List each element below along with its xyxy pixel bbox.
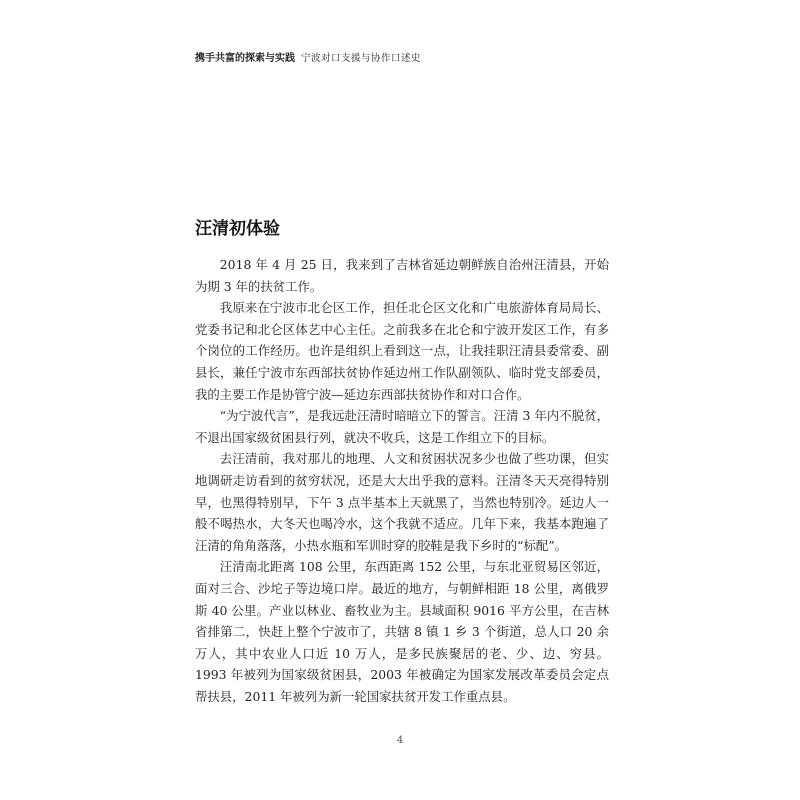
paragraph: 汪清南北距离 108 公里，东西距离 152 公里，与东北亚贸易区邻近，面对三合、沙坨子等边境口岸。最近的地方，与朝鲜相距 18 公里，离俄罗斯 40 公里。产业以林业、畜牧业为主。县域面积 9016 平方公里，在吉林省排第二，快赶上整个宁波市了，共辖 8 镇 1 乡 3 个街道，总人口 20 余万人，其中农业人口近 10 万人，是多民族聚居的老、少、边、穷县。1993 年被列为国家级贫困县，2003 年被确定为国家发展改革委员会定点帮扶县，2011 年被列为新一轮国家扶贫开发工作重点县。 <box>195 559 609 704</box>
section-title: 汪清初体验 <box>195 219 280 239</box>
paragraph: “为宁波代言”，是我远赴汪清时暗暗立下的誓言。汪清 3 年内不脱贫，不退出国家级贫困县行列，就决不收兵，这是工作组立下的目标。 <box>195 408 609 445</box>
paragraph: 我原来在宁波市北仑区工作，担任北仑区文化和广电旅游体育局局长、党委书记和北仑区体艺中心主任。之前我多在北仑和宁波开发区工作，有多个岗位的工作经历。也许是组织上看到这一点，让我挂职汪清县委常委、副县长，兼任宁波市东西部扶贫协作延边州工作队副领队、临时党支部委员，我的主要工作是协管宁波—延边东西部扶贫协作和对口合作。 <box>195 300 609 402</box>
page-number: 4 <box>396 735 404 746</box>
paragraph: 2018 年 4 月 25 日，我来到了吉林省延边朝鲜族自治州汪清县，开始为期 3 年的扶贫工作。 <box>195 257 609 294</box>
book-title: 携手共富的探索与实践 <box>195 53 295 64</box>
chapter-title: 宁波对口支援与协作口述史 <box>301 53 422 64</box>
paragraph: 去汪清前，我对那儿的地理、人文和贫困状况多少也做了些功课，但实地调研走访看到的贫穷状况，还是大大出乎我的意料。汪清冬天天亮得特别早，也黑得特别早，下午 3 点半基本上天就黑了，当然也特别冷。延边人一般不喝热水，大冬天也喝冷水，这个我就不适应。几年下来，我基本跑遍了汪清的角角落落，小热水瓶和军训时穿的胶鞋是我下乡时的“标配”。 <box>195 451 609 553</box>
body-text <box>195 254 609 707</box>
running-header <box>195 52 421 66</box>
